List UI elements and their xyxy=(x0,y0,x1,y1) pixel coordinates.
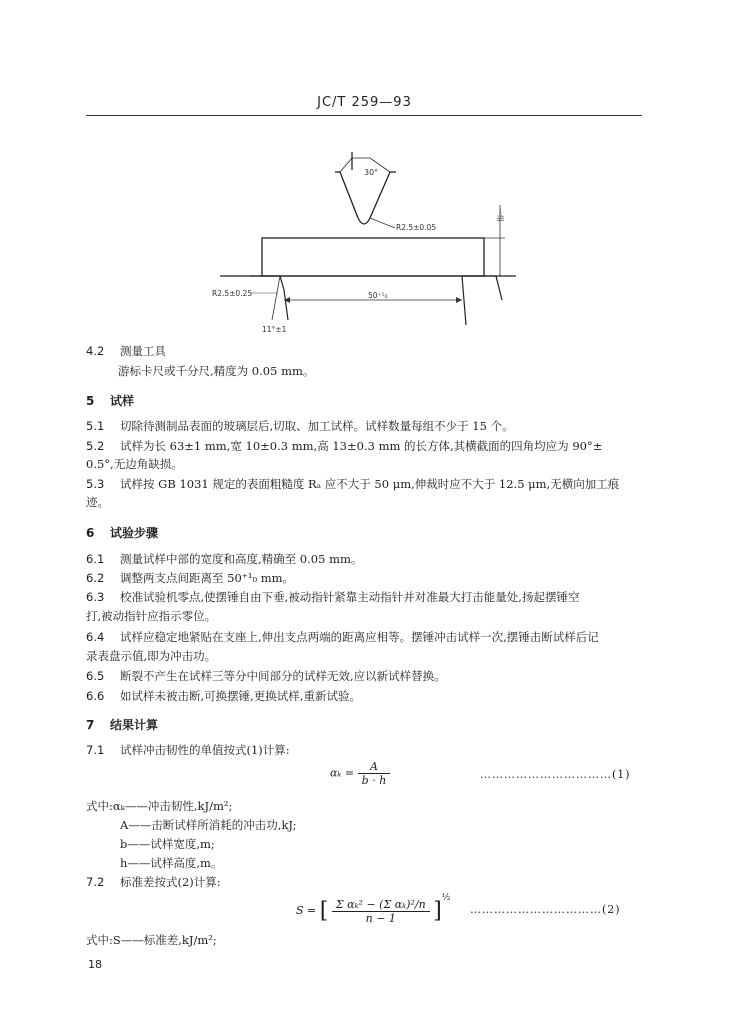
radius-leader-top xyxy=(370,218,395,228)
header-rule xyxy=(86,115,642,116)
formula-numerator: A xyxy=(358,760,391,774)
clause-number: 7.1 xyxy=(86,743,105,757)
section-title: 结果计算 xyxy=(110,718,159,732)
clause-number: 6.3 xyxy=(86,590,105,604)
section-number: 7 xyxy=(86,718,95,732)
section-4-2-body: 游标卡尺或千分尺,精度为 0.05 mm。 xyxy=(118,364,315,378)
formula-lhs: αₖ = xyxy=(330,766,355,780)
formula-1 xyxy=(330,760,390,787)
clause-text: 标准差按式(2)计算: xyxy=(120,875,221,889)
clause-6-1 xyxy=(86,551,362,567)
side-label: 一组 xyxy=(496,208,504,222)
section-7-heading xyxy=(86,716,158,733)
clause-text: 测量试样中部的宽度和高度,精确至 0.05 mm。 xyxy=(120,552,363,566)
radius-support-label: R2.5±0.25 xyxy=(212,289,253,298)
clause-number: 6.6 xyxy=(86,689,105,703)
specimen xyxy=(262,238,484,276)
clause-number: 5.2 xyxy=(86,439,105,453)
clause-number: 5.1 xyxy=(86,419,105,433)
section-title: 试验步骤 xyxy=(110,526,159,540)
formula-1-tag: ……………………………(1) xyxy=(480,768,631,781)
where-1-line: b——试样宽度,m; xyxy=(120,837,215,851)
clause-6-5 xyxy=(86,668,446,684)
clause-6-3-continued: 打,被动指针应指示零位。 xyxy=(86,609,217,623)
section-number: 5 xyxy=(86,394,95,408)
clause-6-4 xyxy=(86,629,599,645)
clause-number: 6.1 xyxy=(86,552,105,566)
section-title: 测量工具 xyxy=(120,344,166,358)
clause-6-3 xyxy=(86,589,579,605)
clause-7-2 xyxy=(86,874,221,890)
clause-5-1 xyxy=(86,418,514,434)
left-support xyxy=(250,276,288,320)
left-brace: [ xyxy=(319,898,329,924)
support-angle-label: 11°±1 xyxy=(262,325,287,334)
span-label: 50⁺¹₀ xyxy=(368,291,388,300)
radius-top-label: R2.5±0.05 xyxy=(396,223,437,232)
formula-fraction xyxy=(358,760,391,787)
clause-text: 断裂不产生在试样三等分中间部分的试样无效,应以新试样替换。 xyxy=(120,669,446,683)
clause-6-4-continued: 录表盘示值,即为冲击功。 xyxy=(86,649,217,663)
formula-denominator: n − 1 xyxy=(365,911,396,925)
where-2-intro: 式中:S——标准差,kJ/m²; xyxy=(86,933,217,947)
clause-text: 试样按 GB 1031 规定的表面粗糙度 Rₐ 应不大于 50 μm,伸裁时应不大于 12.5 μm,无横向加工痕 xyxy=(120,477,620,491)
formula-exponent: ½ xyxy=(441,893,451,903)
clause-text: 切除待测制品表面的玻璃层后,切取、加工试样。试样数量每组不少于 15 个。 xyxy=(120,419,514,433)
section-5-heading xyxy=(86,392,134,409)
clause-number: 6.5 xyxy=(86,669,105,683)
clause-text: 试样冲击韧性的单值按式(1)计算: xyxy=(120,743,290,757)
clause-5-2 xyxy=(86,438,602,454)
where-1-line: h——试样高度,m。 xyxy=(120,856,223,870)
clause-text: 试样应稳定地紧贴在支座上,伸出支点两端的距离应相等。摆锤冲击试样一次,摆锤击断试样后记 xyxy=(120,630,599,644)
standard-code-header: JC/T 259—93 xyxy=(317,95,412,110)
formula-numerator: Σ αₖ² − (Σ αₖ)²/n xyxy=(332,898,430,912)
angle-label: 30° xyxy=(364,168,379,177)
clause-text: 校准试验机零点,使摆锤自由下垂,被动指针紧靠主动指针并对准最大打击能量处,扬起摆锤空 xyxy=(120,590,580,604)
right-support xyxy=(462,276,502,325)
formula-2-tag: ……………………………(2) xyxy=(470,903,621,916)
clause-text: 调整两支点间距离至 50⁺¹₀ mm。 xyxy=(120,571,295,585)
section-title: 试样 xyxy=(110,394,135,408)
formula-fraction xyxy=(332,898,430,925)
where-1-intro: 式中:αₖ——冲击韧性,kJ/m²; xyxy=(86,799,233,813)
clause-number: 6.2 xyxy=(86,571,105,585)
clause-number: 7.2 xyxy=(86,875,105,889)
section-number: 6 xyxy=(86,526,95,540)
section-6-heading xyxy=(86,524,158,541)
section-4-2-heading xyxy=(86,343,166,359)
clause-6-2 xyxy=(86,570,294,586)
clause-text: 如试样未被击断,可换摆锤,更换试样,重新试验。 xyxy=(120,689,361,703)
section-number: 4.2 xyxy=(86,344,105,358)
clause-6-6 xyxy=(86,688,361,704)
formula-lhs: S = xyxy=(296,904,317,917)
page-number: 18 xyxy=(88,958,102,971)
formula-denominator: b · h xyxy=(361,774,387,787)
striker-wedge xyxy=(335,152,396,224)
clause-5-2-continued: 0.5°,无边角缺损。 xyxy=(86,457,183,471)
formula-2 xyxy=(296,893,451,925)
clause-number: 6.4 xyxy=(86,630,105,644)
clause-5-3 xyxy=(86,476,619,492)
clause-number: 5.3 xyxy=(86,477,105,491)
where-1-line: A——击断试样所消耗的冲击功,kJ; xyxy=(120,818,297,832)
clause-text: 试样为长 63±1 mm,宽 10±0.3 mm,高 13±0.3 mm 的长方体,其横截面的四角均应为 90°± xyxy=(120,439,603,453)
clause-5-3-continued: 迹。 xyxy=(86,495,109,509)
clause-7-1 xyxy=(86,742,290,758)
impact-test-figure xyxy=(180,150,520,340)
right-brace: ] xyxy=(433,898,442,924)
